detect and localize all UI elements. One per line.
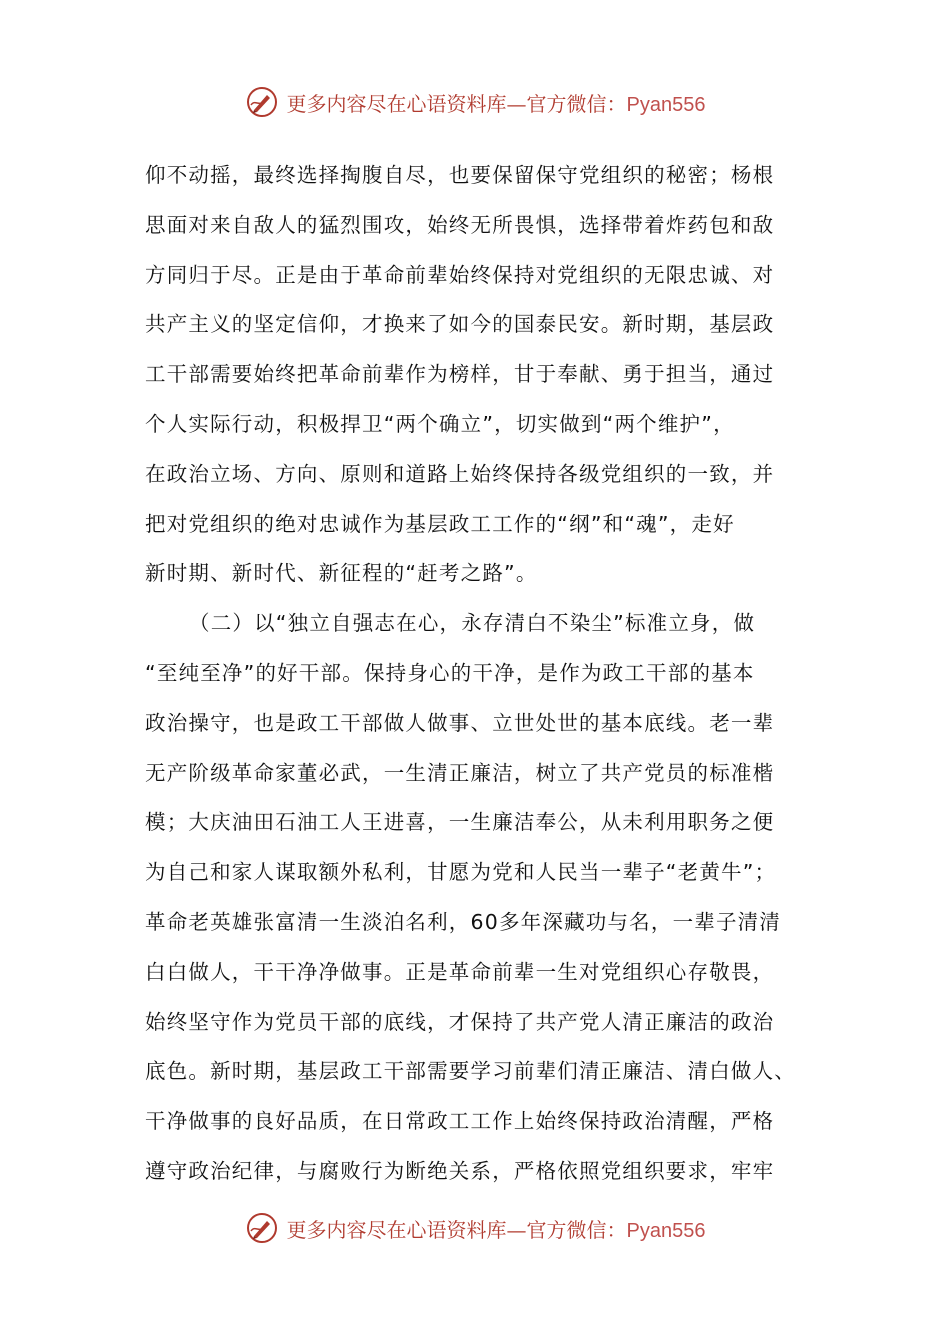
body-line: 革命老英雄张富清一生淡泊名利，60多年深藏功与名，一辈子清清 [145, 909, 782, 934]
paragraph-start-line: （二）以“独立自强志在心，永存清白不染尘”标准立身，做 [189, 611, 756, 636]
body-line: 干净做事的良好品质，在日常政工工作上始终保持政治清醒，严格 [145, 1109, 775, 1134]
body-line: 模；大庆油田石油工人王进喜，一生廉洁奉公，从未利用职务之便 [145, 810, 775, 835]
body-line: “至纯至净”的好干部。保持身心的干净，是作为政工干部的基本 [145, 660, 755, 685]
body-line: 底色。新时期，基层政工干部需要学习前辈们清正廉洁、清白做人、 [145, 1059, 796, 1084]
body-line: 遵守政治纪律，与腐败行为断绝关系，严格依照党组织要求，牢牢 [145, 1158, 775, 1183]
header-banner-text: 更多内容尽在心语资料库—官方微信：Pyan556 [286, 91, 706, 116]
body-line: 在政治立场、方向、原则和道路上始终保持各级党组织的一致，并 [145, 461, 775, 486]
body-line: 无产阶级革命家董必武，一生清正廉洁，树立了共产党员的标准楷 [145, 760, 775, 785]
body-line: 始终坚守作为党员干部的底线，才保持了共产党人清正廉洁的政治 [145, 1009, 775, 1034]
header-banner [0, 82, 950, 122]
body-line: 仰不动摇，最终选择掏腹自尽，也要保留保守党组织的秘密；杨根 [145, 163, 775, 187]
body-line: 工干部需要始终把革命前辈作为榜样，甘于奉献、勇于担当，通过 [145, 362, 775, 387]
body-line: 白白做人，干干净净做事。正是革命前辈一生对党组织心存敬畏， [145, 959, 775, 984]
body-line: 思面对来自敌人的猛烈围攻，始终无所畏惧，选择带着炸药包和敌 [145, 212, 775, 237]
pen-logo-icon [245, 1211, 279, 1245]
body-line: 个人实际行动，积极捍卫“两个确立”，切实做到“两个维护”， [145, 411, 735, 436]
document-body [145, 151, 805, 1197]
pen-logo-icon [245, 85, 279, 119]
body-line: 方同归于尽。正是由于革命前辈始终保持对党组织的无限忠诚、对 [145, 262, 775, 287]
body-line: 新时期、新时代、新征程的“赶考之路”。 [145, 561, 538, 586]
footer-banner [0, 1208, 950, 1248]
body-line: 共产主义的坚定信仰，才换来了如今的国泰民安。新时期，基层政 [145, 312, 775, 337]
body-line: 政治操守，也是政工干部做人做事、立世处世的基本底线。老一辈 [145, 710, 775, 735]
footer-banner-text: 更多内容尽在心语资料库—官方微信：Pyan556 [286, 1217, 706, 1242]
body-line: 为自己和家人谋取额外私利，甘愿为党和人民当一辈子“老黄牛”； [145, 860, 777, 885]
body-line: 把对党组织的绝对忠诚作为基层政工工作的“纲”和“魂”，走好 [145, 511, 735, 536]
